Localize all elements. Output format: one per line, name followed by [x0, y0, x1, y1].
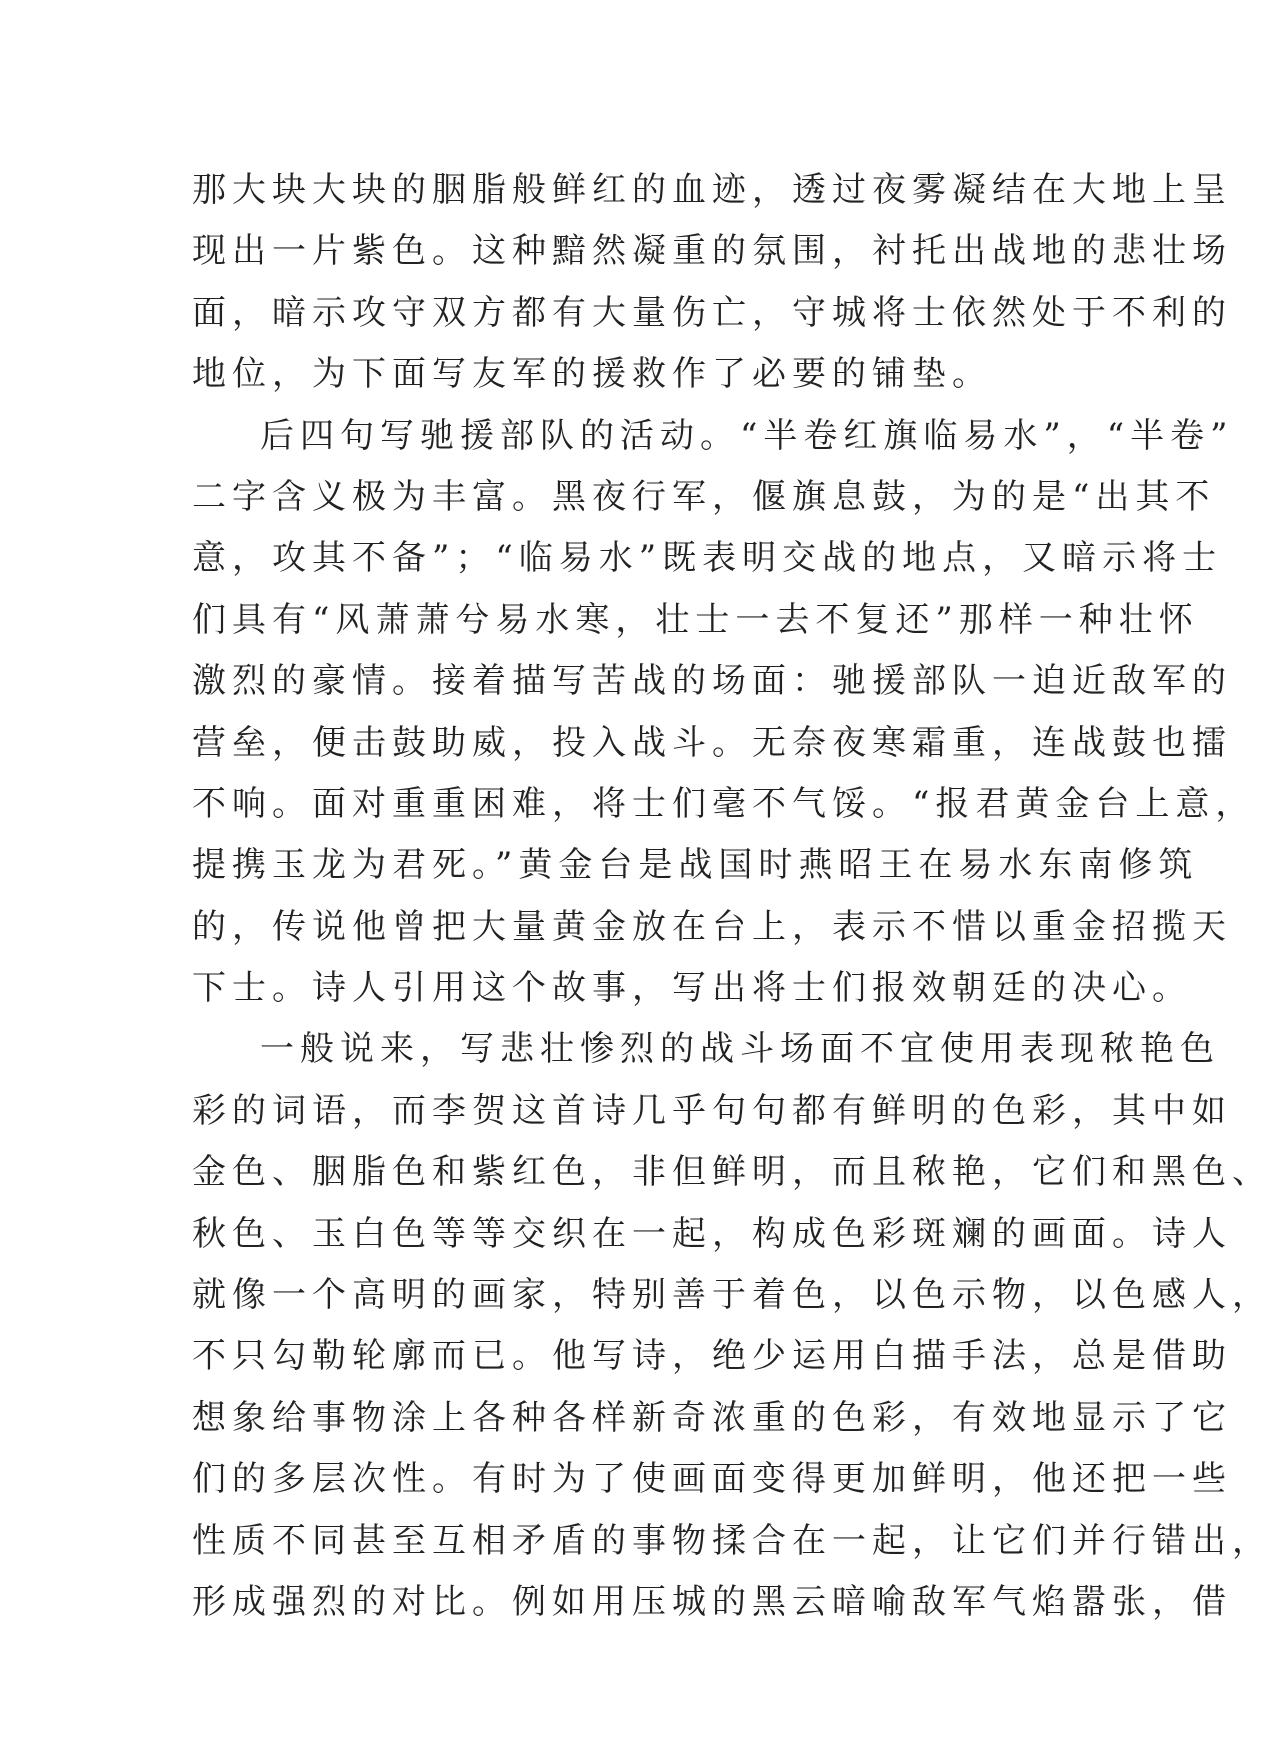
- text-line: 提携玉龙为君死。”黄金台是战国时燕昭王在易水东南修筑: [192, 845, 1199, 886]
- text-line: 不响。面对重重困难，将士们毫不气馁。“报君黄金台上意，: [192, 783, 1256, 824]
- text-line: 的，传说他曾把大量黄金放在台上，表示不惜以重金招揽天: [192, 906, 1232, 947]
- text-line: 那大块大块的胭脂般鲜红的血迹，透过夜雾凝结在大地上呈: [192, 170, 1232, 210]
- text-line: 形成强烈的对比。例如用压城的黑云暗喻敌军气焰嚣张，借: [192, 1581, 1232, 1622]
- text-line: 后四句写驰援部队的活动。“半卷红旗临易水”，“半卷”: [260, 415, 1234, 456]
- body-text: [192, 160, 1272, 1633]
- text-line: 二字含义极为丰富。黑夜行军，偃旗息鼓，为的是“出其不: [192, 476, 1216, 517]
- text-line: 们具有“风萧萧兮易水寒，壮士一去不复还”那样一种壮怀: [192, 599, 1199, 640]
- text-line: 面，暗示攻守双方都有大量伤亡，守城将士依然处于不利的: [192, 292, 1232, 333]
- text-line: 就像一个高明的画家，特别善于着色，以色示物，以色感人，: [192, 1275, 1272, 1316]
- text-line: 性质不同甚至互相矛盾的事物揉合在一起，让它们并行错出，: [192, 1520, 1272, 1561]
- text-line: 秋色、玉白色等等交织在一起，构成色彩斑斓的画面。诗人: [192, 1213, 1232, 1254]
- text-line: 地位，为下面写友军的援救作了必要的铺垫。: [192, 354, 992, 395]
- text-line: 们的多层次性。有时为了使画面变得更加鲜明，他还把一些: [192, 1459, 1232, 1500]
- text-line: 一般说来，写悲壮惨烈的战斗场面不宜使用表现秾艳色: [260, 1029, 1220, 1070]
- text-line: 激烈的豪情。接着描写苦战的场面：驰援部队一迫近敌军的: [192, 661, 1232, 702]
- text-line: 意，攻其不备”；“临易水”既表明交战的地点，又暗示将士: [192, 538, 1223, 579]
- text-line: 想象给事物涂上各种各样新奇浓重的色彩，有效地显示了它: [192, 1397, 1232, 1438]
- text-line: 彩的词语，而李贺这首诗几乎句句都有鲜明的色彩，其中如: [192, 1090, 1232, 1131]
- text-line: 营垒，便击鼓助威，投入战斗。无奈夜寒霜重，连战鼓也擂: [192, 722, 1232, 763]
- text-line: 下士。诗人引用这个故事，写出将士们报效朝廷的决心。: [192, 968, 1192, 1009]
- text-line: 现出一片紫色。这种黯然凝重的氛围，衬托出战地的悲壮场: [192, 231, 1232, 272]
- text-line: 不只勾勒轮廓而已。他写诗，绝少运用白描手法，总是借助: [192, 1336, 1232, 1377]
- text-line: 金色、胭脂色和紫红色，非但鲜明，而且秾艳，它们和黑色、: [192, 1152, 1272, 1193]
